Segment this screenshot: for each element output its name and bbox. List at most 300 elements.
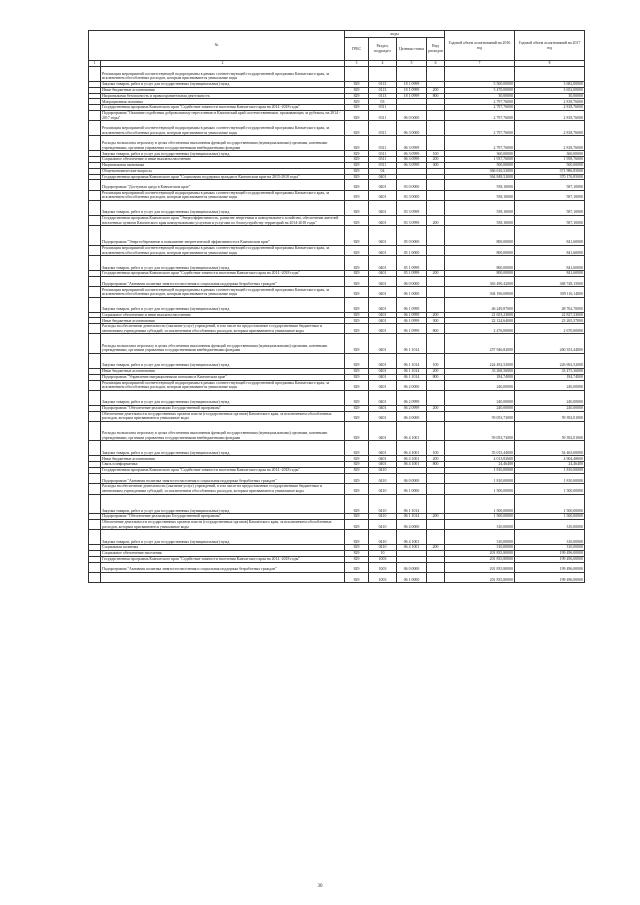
cell-amount-2016: 46 249,87000 — [445, 297, 515, 312]
cell-expense-type: 200 — [427, 87, 445, 93]
cell-target-article: 03 3 0999 — [397, 215, 427, 225]
cell-razdel: 10 — [369, 550, 397, 556]
table-row — [89, 421, 585, 441]
cell-razdel: 0410 — [369, 468, 397, 474]
cell-amount-2017: 33 475,36000 — [515, 369, 585, 375]
cell-amount-2016: 304 196,69000 — [445, 287, 515, 297]
cell-expense-type — [427, 256, 445, 271]
cell-target-article: 06 1 0000 — [397, 287, 427, 297]
cell-amount-2016: 2 476,00000 — [445, 324, 515, 334]
cell-razdel: 0401 — [369, 456, 397, 462]
table-row — [89, 215, 585, 225]
cell-razdel: 1003 — [369, 572, 397, 582]
cell-amount-2017: 54 463,00000 — [515, 441, 585, 456]
cell-grbs: 829 — [345, 136, 369, 151]
cell-name: Реализация мероприятий соответствующей подпрограммы в рамках соответствующей государственной программы Камчатского края, за исключением обособленных расходов, которым присваиваются уникальные коды — [101, 380, 345, 390]
cell-razdel: 0401 — [369, 174, 397, 180]
cell-grbs: 829 — [345, 180, 369, 190]
cell-grbs: 829 — [345, 494, 369, 514]
cell-amount-2016: 184,74000 — [445, 374, 515, 380]
cell-name: Реализация мероприятий соответствующей подпрограммы в рамках соответствующей государственной программы Камчатского края, за исключением обособленных расходов, которым присваиваются уникальные коды — [101, 67, 345, 82]
cell-grbs: 829 — [345, 318, 369, 324]
header-cs: Целевая статья — [397, 38, 427, 61]
cell-name: Закупка товаров, работ и услуг для государственных (муниципальных) нужд — [101, 82, 345, 88]
cell-grbs: 829 — [345, 256, 369, 271]
cell-grbs: 829 — [345, 157, 369, 163]
cell-name: Подпрограмма "Доступная среда в Камчатском крае" — [101, 180, 345, 190]
cell-target-article: 06 0 0000 — [397, 276, 427, 286]
cell-amount-2016: 366 616,52000 — [445, 168, 515, 174]
cell-expense-type: 800 — [427, 324, 445, 334]
table-row — [89, 334, 585, 354]
cell-amount-2017: 24,46400 — [515, 462, 585, 468]
cell-amount-2016: 1 500,00000 — [445, 484, 515, 494]
cell-name: Подпрограмма "Активная политика занятости населения и социальная поддержка безработных граждан" — [101, 562, 345, 572]
cell-razdel: 0401 — [369, 390, 397, 405]
cell-grbs: 829 — [345, 484, 369, 494]
cell-amount-2017: 199 496,00000 — [515, 562, 585, 572]
cell-target-article: 05 0 0000 — [397, 226, 427, 246]
cell-expense-type: 100 — [427, 151, 445, 157]
cell-expense-type — [427, 180, 445, 190]
cell-grbs: 829 — [345, 276, 369, 286]
cell-grbs: 829 — [345, 312, 369, 318]
cell-expense-type: 200 — [427, 456, 445, 462]
cell-amount-2016: 800,00000 — [445, 256, 515, 271]
cell-razdel: 0401 — [369, 405, 397, 411]
table-row — [89, 519, 585, 529]
cell-razdel: 0311 — [369, 151, 397, 157]
cell-name: Расходы на обеспечение деятельности (оказание услуг) учреждений, в том числе на предоставление государственным бюджетным и автономным учреждениям субсидий, за исключением обособленных расходов, которым присваиваются уникальные коды — [101, 324, 345, 334]
cell-target-article: 06 4 0000 — [397, 411, 427, 421]
cell-grbs: 829 — [345, 245, 369, 255]
cell-razdel: 0410 — [369, 473, 397, 483]
cell-expense-type — [427, 484, 445, 494]
cell-name: Расходы на выплаты персоналу в целях обеспечения выполнения функций государственными (муниципальными) органами, казенными учреждениями, органами управления государственными внебюджетными фондами — [101, 421, 345, 441]
cell-razdel: 0410 — [369, 494, 397, 514]
cell-amount-2016: 24,46400 — [445, 462, 515, 468]
cell-target-article: 06 0 0000 — [397, 562, 427, 572]
cell-razdel: 0311 — [369, 121, 397, 136]
cell-amount-2016: 201 835,80000 — [445, 556, 515, 562]
cell-expense-type — [427, 411, 445, 421]
table-row — [89, 136, 585, 151]
cell-amount-2016: 558,10000 — [445, 190, 515, 200]
cell-num — [89, 411, 101, 421]
cell-target-article: 05 1 0999 — [397, 256, 427, 271]
cell-amount-2016: 800,00000 — [445, 245, 515, 255]
cell-amount-2016: 310,00000 — [445, 519, 515, 529]
table-row — [89, 276, 585, 286]
cell-amount-2016: 1 937,76000 — [445, 157, 515, 163]
cell-amount-2016: 4 013,82600 — [445, 456, 515, 462]
col-number: 3 — [345, 61, 369, 67]
cell-expense-type: 200 — [427, 215, 445, 225]
cell-razdel: 0401 — [369, 380, 397, 390]
cell-amount-2017: 2 670,00000 — [515, 324, 585, 334]
cell-name: Закупка товаров, работ и услуг для государственных (муниципальных) нужд — [101, 200, 345, 215]
cell-grbs: 829 — [345, 93, 369, 99]
cell-name: Государственная программа Камчатского края "Содействие занятости населения Камчатского края на 2014 -2018 годы" — [101, 468, 345, 474]
cell-amount-2016: 240,00000 — [445, 380, 515, 390]
cell-name: Расходы на выплаты персоналу в целях обеспечения выполнения функций государственными (муниципальными) органами, казенными учреждениями, органами управления государственными внебюджетными фондами — [101, 334, 345, 354]
cell-expense-type — [427, 334, 445, 354]
cell-name: Социальное обеспечение и иные выплаты населению — [101, 157, 345, 163]
cell-razdel: 0410 — [369, 545, 397, 551]
cell-target-article: 06 1 1014 — [397, 514, 427, 520]
cell-amount-2017: 587,10000 — [515, 200, 585, 215]
cell-target-article: 18 1 0999 — [397, 93, 427, 99]
cell-amount-2017: 226 692,52000 — [515, 354, 585, 369]
cell-grbs: 829 — [345, 168, 369, 174]
cell-grbs: 829 — [345, 390, 369, 405]
cell-grbs: 829 — [345, 462, 369, 468]
cell-amount-2017 — [515, 67, 585, 82]
cell-name: Иные бюджетные ассигнования — [101, 456, 345, 462]
cell-num — [89, 572, 101, 582]
cell-amount-2017: 240,00000 — [515, 390, 585, 405]
cell-razdel: 0401 — [369, 215, 397, 225]
table-row — [89, 67, 585, 82]
cell-target-article: 06 4 1001 — [397, 545, 427, 551]
cell-amount-2016: 201 835,80000 — [445, 550, 515, 556]
cell-name: Закупка товаров, работ и услуг для государственных (муниципальных) нужд — [101, 390, 345, 405]
cell-name: Подпрограмма "Оказание содействия добровольному переселению в Камчатский край соотечественников, проживающих за рубежом, на 2014 - 2017 годы" — [101, 110, 345, 120]
cell-amount-2016: 2 797,76000 — [445, 121, 515, 136]
cell-amount-2016: 363 490,42000 — [445, 276, 515, 286]
cell-num — [89, 136, 101, 151]
cell-amount-2017: 59 392,01000 — [515, 411, 585, 421]
cell-grbs: 829 — [345, 374, 369, 380]
cell-amount-2017: 4 904,48600 — [515, 456, 585, 462]
cell-expense-type: 800 — [427, 462, 445, 468]
cell-amount-2016: 201 835,80000 — [445, 562, 515, 572]
cell-amount-2017: 310,00000 — [515, 545, 585, 551]
cell-num — [89, 190, 101, 200]
cell-razdel: 04 — [369, 168, 397, 174]
cell-name: Иные бюджетные ассигнования — [101, 318, 345, 324]
cell-target-article: 06 4 1001 — [397, 530, 427, 545]
header-razdel: Раздел, подраздел — [369, 38, 397, 61]
cell-razdel: 0113 — [369, 82, 397, 88]
cell-amount-2017: 184,74000 — [515, 374, 585, 380]
cell-amount-2016: 558,10000 — [445, 215, 515, 225]
cell-amount-2017: 48 762,70000 — [515, 297, 585, 312]
table-row — [89, 530, 585, 545]
cell-amount-2017: 368 748,15000 — [515, 276, 585, 286]
cell-amount-2016: 364 848,52000 — [445, 174, 515, 180]
table-header — [89, 31, 585, 67]
cell-amount-2017: 841,60000 — [515, 245, 585, 255]
cell-razdel: 0401 — [369, 324, 397, 334]
cell-amount-2017: 587,10000 — [515, 180, 585, 190]
cell-target-article: 18 1 0999 — [397, 87, 427, 93]
cell-amount-2017: 360,00000 — [515, 151, 585, 157]
cell-grbs: 819 — [345, 190, 369, 200]
cell-amount-2017: 310,00000 — [515, 519, 585, 529]
cell-expense-type — [427, 136, 445, 151]
cell-amount-2017: 841,60000 — [515, 256, 585, 271]
table-body — [89, 67, 585, 583]
cell-num — [89, 562, 101, 572]
cell-num — [89, 473, 101, 483]
header-num: № — [89, 31, 345, 61]
cell-expense-type — [427, 562, 445, 572]
cell-grbs: 829 — [345, 162, 369, 168]
cell-name: Обеспечение деятельности государственных органов власти (государственных органов) Камчатского края, за исключением обособленных расходов, которым присваиваются уникальные коды — [101, 411, 345, 421]
cell-num — [89, 245, 101, 255]
cell-target-article: 06 1 1014 — [397, 494, 427, 514]
cell-amount-2017: 240,00000 — [515, 380, 585, 390]
cell-amount-2016: 1 500,00000 — [445, 494, 515, 514]
cell-name: Иные бюджетные ассигнования — [101, 87, 345, 93]
cell-amount-2016: 800,00000 — [445, 226, 515, 246]
cell-grbs: 829 — [345, 287, 369, 297]
cell-expense-type: 200 — [427, 405, 445, 411]
cell-target-article: 06 1 0000 — [397, 484, 427, 494]
cell-razdel: 0401 — [369, 334, 397, 354]
cell-razdel: 0401 — [369, 287, 397, 297]
cell-name: Реализация мероприятий соответствующей подпрограммы в рамках соответствующей государственной программы Камчатского края, за исключением обособленных расходов, которым присваиваются уникальные коды — [101, 245, 345, 255]
table-row — [89, 441, 585, 456]
cell-expense-type — [427, 572, 445, 582]
cell-expense-type — [427, 276, 445, 286]
cell-grbs: 829 — [345, 468, 369, 474]
budget-sheet — [88, 30, 584, 583]
cell-name: Связь и информатика — [101, 462, 345, 468]
cell-grbs: 829 — [345, 562, 369, 572]
cell-amount-2016: 310,00000 — [445, 530, 515, 545]
table-row — [89, 226, 585, 246]
cell-razdel: 0113 — [369, 93, 397, 99]
cell-razdel: 0401 — [369, 374, 397, 380]
cell-amount-2017: 30,00000 — [515, 93, 585, 99]
cell-expense-type: 200 — [427, 369, 445, 375]
cell-target-article: 06 4 1001 — [397, 421, 427, 441]
cell-name: Государственная программа Камчатского края "Содействие занятости населения Камчатского края на 2014 -2018 годы" — [101, 556, 345, 562]
cell-target-article: 03 3 0999 — [397, 200, 427, 215]
cell-grbs: 829 — [345, 456, 369, 462]
cell-grbs: 829 — [345, 519, 369, 529]
cell-target-article: 06 4 1001 — [397, 462, 427, 468]
cell-razdel: 1003 — [369, 562, 397, 572]
cell-amount-2016: 500,00000 — [445, 162, 515, 168]
cell-target-article: 06 1 0000 — [397, 572, 427, 582]
cell-amount-2016: 257 946,82000 — [445, 334, 515, 354]
cell-expense-type — [427, 121, 445, 136]
cell-name: Государственная программа Камчатского края "Содействие занятости населения Камчатского края на 2014 -2018 годы" — [101, 271, 345, 277]
cell-razdel: 0401 — [369, 318, 397, 324]
cell-expense-type: 300 — [427, 318, 445, 324]
cell-amount-2016: 22 124,64000 — [445, 318, 515, 324]
cell-name: Миграционная политика — [101, 99, 345, 105]
cell-amount-2017: 2 818,76000 — [515, 99, 585, 105]
cell-razdel: 0401 — [369, 297, 397, 312]
cell-name: Социальное обеспечение и иные выплаты населению — [101, 312, 345, 318]
cell-amount-2017: 841,60000 — [515, 226, 585, 246]
cell-target-article: 06 0 0000 — [397, 110, 427, 120]
cell-name: Закупка товаров, работ и услуг для государственных (муниципальных) нужд — [101, 151, 345, 157]
cell-amount-2017: 500,00000 — [515, 162, 585, 168]
table-row — [89, 484, 585, 494]
cell-num — [89, 441, 101, 456]
cell-amount-2016: 224 492,52000 — [445, 354, 515, 369]
cell-razdel: 0401 — [369, 312, 397, 318]
cell-expense-type — [427, 245, 445, 255]
cell-amount-2017: 260 353,44000 — [515, 334, 585, 354]
cell-expense-type: 200 — [427, 545, 445, 551]
cell-amount-2017: 310,00000 — [515, 530, 585, 545]
cell-grbs: 829 — [345, 380, 369, 390]
cell-amount-2016: 1 810,00000 — [445, 473, 515, 483]
cell-grbs: 829 — [345, 297, 369, 312]
table-row — [89, 110, 585, 120]
cell-grbs: 829 — [345, 174, 369, 180]
cell-grbs: 829 — [345, 441, 369, 456]
col-number: 4 — [369, 61, 397, 67]
cell-razdel: 1003 — [369, 556, 397, 562]
cell-amount-2016: 59 053,73000 — [445, 421, 515, 441]
cell-name: Подпрограмма "Активная политика занятости населения и социальная поддержка безработных граждан" — [101, 276, 345, 286]
cell-amount-2016: 5 470,00000 — [445, 87, 515, 93]
cell-name: Подпрограмма "Обеспечение реализации Государственной программы" — [101, 514, 345, 520]
cell-grbs: 829 — [345, 226, 369, 246]
cell-num — [89, 519, 101, 529]
cell-amount-2016 — [445, 67, 515, 82]
cell-name: Закупка товаров, работ и услуг для государственных (муниципальных) нужд — [101, 530, 345, 545]
cell-amount-2016: 2 797,76000 — [445, 110, 515, 120]
cell-num — [89, 334, 101, 354]
cell-name — [101, 572, 345, 582]
table-row — [89, 411, 585, 421]
cell-amount-2016: 5 500,00000 — [445, 82, 515, 88]
cell-grbs: 829 — [345, 369, 369, 375]
cell-name: Закупка товаров, работ и услуг для государственных (муниципальных) нужд — [101, 256, 345, 271]
cell-target-article: 06 1 0999 — [397, 297, 427, 312]
cell-grbs — [345, 67, 369, 82]
cell-amount-2016: 240,00000 — [445, 390, 515, 405]
cell-name: Обеспечение деятельности государственных органов власти (государственных органов) Камчатского края, за исключением обособленных расходов, которым присваиваются уникальные коды — [101, 519, 345, 529]
cell-target-article: 06 2 0000 — [397, 380, 427, 390]
cell-amount-2017: 2 818,76000 — [515, 110, 585, 120]
cell-num — [89, 354, 101, 369]
header-grbs: ГРБС — [345, 38, 369, 61]
cell-target-article: 05 1 0000 — [397, 245, 427, 255]
cell-razdel: 0401 — [369, 180, 397, 190]
cell-expense-type: 200 — [427, 157, 445, 163]
cell-grbs: 829 — [345, 572, 369, 582]
cell-grbs: 829 — [345, 334, 369, 354]
cell-razdel: 0401 — [369, 276, 397, 286]
cell-grbs: 829 — [345, 99, 369, 105]
cell-amount-2016: 59 053,73000 — [445, 411, 515, 421]
header-vr: Вид расходов — [427, 38, 445, 61]
cell-amount-2016: 201 835,80000 — [445, 572, 515, 582]
cell-target-article: 18 1 0999 — [397, 82, 427, 88]
cell-amount-2016: 55 015,44000 — [445, 441, 515, 456]
cell-grbs: 829 — [345, 200, 369, 215]
cell-grbs: 829 — [345, 556, 369, 562]
cell-razdel: 0401 — [369, 462, 397, 468]
cell-grbs: 829 — [345, 215, 369, 225]
cell-amount-2017: 309 116,14000 — [515, 287, 585, 297]
header-codes: коды — [345, 31, 445, 38]
cell-name: Расходы на выплаты персоналу в целях обеспечения выполнения функций государственными (муниципальными) органами, казенными учреждениями, органами управления государственными внебюджетными фондами — [101, 136, 345, 151]
cell-razdel: 0401 — [369, 256, 397, 271]
cell-expense-type — [427, 390, 445, 405]
cell-expense-type: 100 — [427, 441, 445, 456]
cell-num — [89, 287, 101, 297]
cell-razdel: 0410 — [369, 514, 397, 520]
table-row — [89, 190, 585, 200]
cell-target-article: 06 4 1001 — [397, 441, 427, 456]
cell-razdel: 0401 — [369, 245, 397, 255]
cell-target-article: 06 0 0000 — [397, 473, 427, 483]
cell-amount-2017: 2 818,76000 — [515, 105, 585, 111]
table-row — [89, 572, 585, 582]
cell-amount-2016: 360,00000 — [445, 151, 515, 157]
table-row — [89, 297, 585, 312]
cell-expense-type — [427, 297, 445, 312]
cell-target-article: 06 1 0999 — [397, 312, 427, 318]
cell-amount-2016: 2 797,76000 — [445, 105, 515, 111]
cell-name: Подпрограмма "Обеспечение реализации Государственной программы" — [101, 405, 345, 411]
cell-num — [89, 484, 101, 494]
cell-num — [89, 297, 101, 312]
cell-num — [89, 180, 101, 190]
cell-num — [89, 494, 101, 514]
cell-target-article: 06 3 0999 — [397, 136, 427, 151]
cell-amount-2017: 22 827,33000 — [515, 312, 585, 318]
cell-amount-2017: 1 810,00000 — [515, 473, 585, 483]
cell-target-article: 06 2 0999 — [397, 405, 427, 411]
cell-razdel — [369, 67, 397, 82]
cell-grbs: 829 — [345, 82, 369, 88]
cell-grbs: 829 — [345, 121, 369, 136]
cell-expense-type — [427, 287, 445, 297]
col-number: 2 — [101, 61, 345, 67]
table-row — [89, 494, 585, 514]
cell-grbs: 829 — [345, 354, 369, 369]
cell-amount-2016: 33 268,56000 — [445, 369, 515, 375]
cell-target-article: 06 4 1001 — [397, 456, 427, 462]
cell-target-article: 06 2 0999 — [397, 390, 427, 405]
cell-name: Национальная экономика — [101, 162, 345, 168]
cell-expense-type — [427, 190, 445, 200]
col-number: 1 — [89, 61, 101, 67]
cell-expense-type: 200 — [427, 271, 445, 277]
cell-amount-2017: 3 682,00000 — [515, 82, 585, 88]
cell-razdel: 03 — [369, 99, 397, 105]
cell-amount-2016: 310,00000 — [445, 545, 515, 551]
cell-amount-2017: 3 652,00000 — [515, 87, 585, 93]
cell-target-article: 06 1 1014 — [397, 369, 427, 375]
cell-amount-2017: 199 496,00000 — [515, 556, 585, 562]
header-2016: Годовой объем ассигнований на 2016 год — [445, 31, 515, 61]
cell-amount-2017: 2 818,76000 — [515, 136, 585, 151]
cell-grbs: 829 — [345, 405, 369, 411]
cell-target-article — [397, 67, 427, 82]
cell-expense-type — [427, 494, 445, 514]
cell-num — [89, 421, 101, 441]
cell-target-article: 06 1 0999 — [397, 318, 427, 324]
cell-num — [89, 110, 101, 120]
cell-amount-2017: 240,00000 — [515, 405, 585, 411]
cell-razdel: 0311 — [369, 110, 397, 120]
cell-amount-2017: 587,10000 — [515, 190, 585, 200]
cell-name: Подпрограмма "Активная политика занятости населения и социальная поддержка безработных граждан" — [101, 473, 345, 483]
cell-amount-2017: 199 496,00000 — [515, 550, 585, 556]
